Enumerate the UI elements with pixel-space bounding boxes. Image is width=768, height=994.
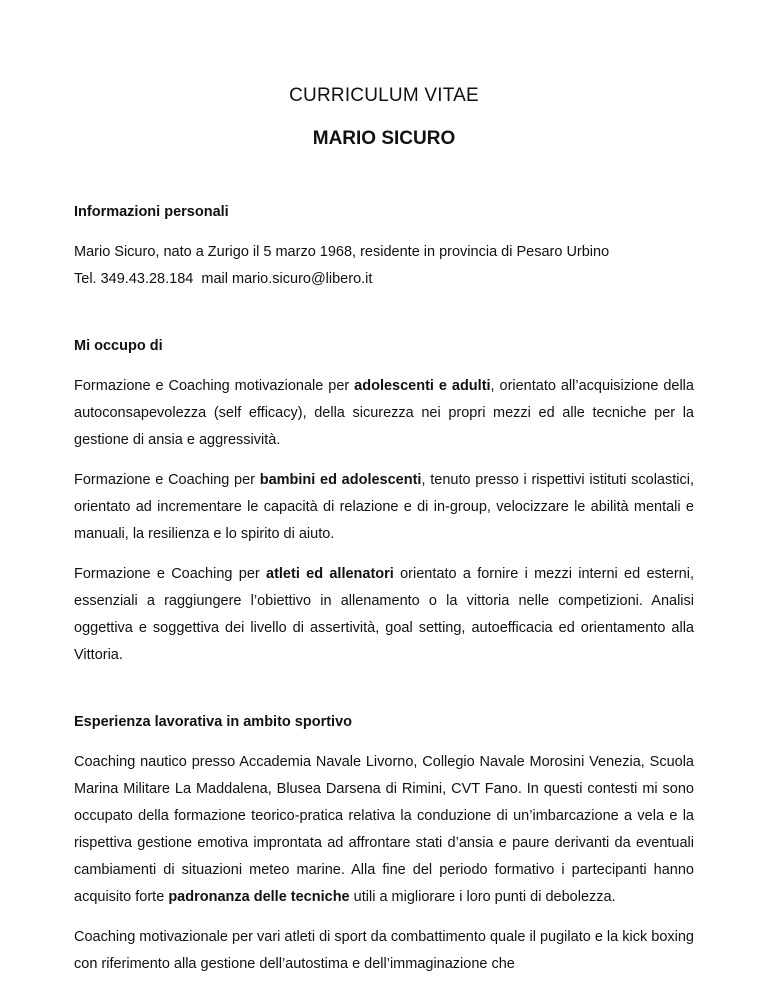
section-heading-experience: Esperienza lavorativa in ambito sportivo xyxy=(74,714,352,730)
contact-info-line: Tel. 349.43.28.184 mail mario.sicuro@libero.it xyxy=(74,271,373,287)
text-run: Formazione e Coaching per xyxy=(74,566,267,582)
text-run: Coaching nautico presso Accademia Navale Livorno, Collegio Navale Morosini Venezia, Scuola Marina Militare La Maddalena, Blusea Darsena di Rimini, CVT Fano. In questi contesti mi sono occupato della formazione teorico-pratica relativa la conduzione di un’imbarcazione a vela e la rispettiva gestione emotiva improntata ad affrontare stati d’ansia e paure derivanti da eventuali cambiamenti di situazioni meteo marine. Alla fine del periodo formativo i partecipanti hanno acquisito forte xyxy=(74,754,694,905)
emphasis-text: adolescenti e adulti xyxy=(354,378,491,394)
document-title: CURRICULUM VITAE xyxy=(289,85,479,106)
emphasis-text: padronanza delle tecniche xyxy=(168,889,350,905)
document-body xyxy=(74,199,694,978)
occupation-paragraph-2 xyxy=(74,467,694,548)
section-heading-occupation: Mi occupo di xyxy=(74,338,163,354)
text-run: utili a migliorare i loro punti di debolezza. xyxy=(349,889,616,905)
emphasis-text: atleti ed allenatori xyxy=(266,566,394,582)
text-run: , tenuto presso i rispettivi istituti scolastici, orientato ad incrementare le capacità di relazione e di in-group, velocizzare le abilità mentali e manuali, la resilienza e lo spirito di aiuto. xyxy=(74,472,694,542)
text-run: , orientato all’acquisizione della autoconsapevolezza (self efficacy), della sicurezza nei propri mezzi ed alle tecniche per la gestione di ansia e aggressività. xyxy=(74,378,694,448)
emphasis-text: bambini ed adolescenti xyxy=(259,472,422,488)
person-name: MARIO SICURO xyxy=(312,128,456,149)
occupation-paragraph-1 xyxy=(74,373,694,454)
text-run: Formazione e Coaching motivazionale per xyxy=(74,378,355,394)
personal-info-line: Mario Sicuro, nato a Zurigo il 5 marzo 1968, residente in provincia di Pesaro Urbino xyxy=(74,244,610,260)
section-heading-personal: Informazioni personali xyxy=(74,204,229,220)
text-run: orientato a fornire i mezzi interni ed esterni, essenziali a raggiungere l’obiettivo in allenamento o la vittoria nelle competizioni. Analisi oggettiva e soggettiva dei livello di assertività, goal setting, autoefficacia ed orientamento alla Vittoria. xyxy=(74,566,694,663)
experience-paragraph-1 xyxy=(74,749,694,911)
text-run: Formazione e Coaching per xyxy=(74,472,260,488)
occupation-paragraph-3 xyxy=(74,561,694,669)
experience-paragraph-2: Coaching motivazionale per vari atleti di sport da combattimento quale il pugilato e la kick boxing con riferimento alla gestione dell’autostima e dell’immaginazione che xyxy=(74,929,694,972)
